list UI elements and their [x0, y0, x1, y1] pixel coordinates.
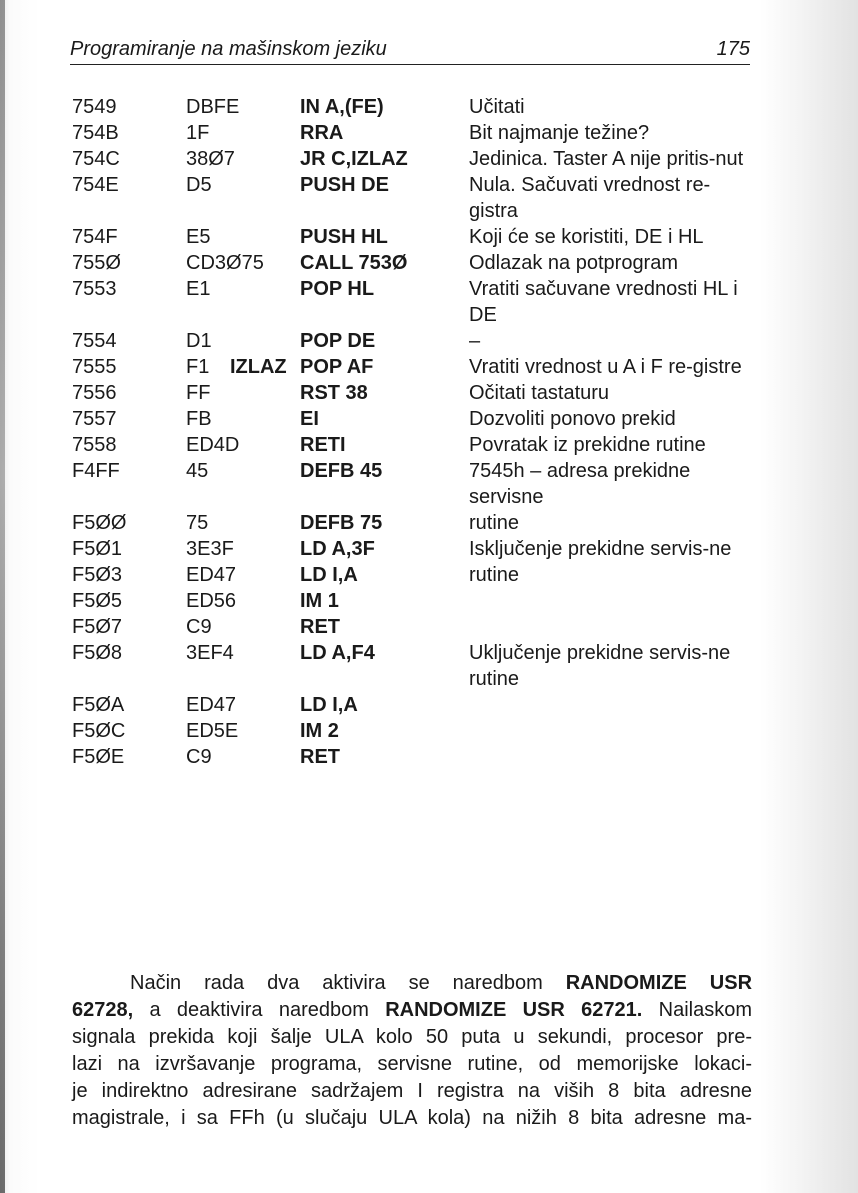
instruction: RET	[300, 746, 340, 768]
page-header	[70, 38, 750, 65]
address: 7557	[72, 408, 117, 430]
address: F5ØE	[72, 746, 125, 768]
instruction: RETI	[300, 434, 346, 456]
address: F5ØC	[72, 720, 126, 742]
comment: Povratak iz prekidne rutine	[469, 434, 706, 456]
comment: rutine	[469, 512, 520, 534]
listing-row-8	[72, 328, 762, 354]
comment: Nula. Sačuvati vrednost re-gistra	[469, 174, 711, 222]
address: 754B	[72, 122, 119, 144]
comment: Bit najmanje težine?	[469, 122, 650, 144]
instruction: RRA	[300, 122, 344, 144]
comment: Vratiti vrednost u A i F re-gistre	[469, 356, 742, 378]
comment: Očitati tastaturu	[469, 382, 610, 404]
address: F4FF	[72, 460, 120, 482]
instruction: RET	[300, 616, 340, 638]
comment	[469, 692, 759, 718]
instruction: EI	[300, 408, 319, 430]
listing-row-7	[72, 276, 762, 328]
address: F5Ø3	[72, 564, 123, 586]
instruction: POP AF	[300, 356, 374, 378]
listing-row-2	[72, 120, 762, 146]
comment	[469, 718, 759, 744]
hex-code: FF	[186, 382, 211, 404]
body-paragraph	[72, 970, 752, 1132]
hex-code: E1	[186, 278, 211, 300]
instruction: RST 38	[300, 382, 368, 404]
comment	[469, 744, 759, 770]
hex-code: 45	[186, 460, 209, 482]
address: 7549	[72, 96, 117, 118]
listing-row-21	[72, 718, 762, 744]
comment	[469, 614, 759, 640]
address: 754C	[72, 148, 120, 170]
listing-row-9	[72, 354, 762, 380]
address: 7556	[72, 382, 117, 404]
listing-row-17	[72, 588, 762, 614]
running-title: Programiranje na mašinskom jeziku	[70, 38, 387, 60]
instruction: LD A,3F	[300, 538, 375, 560]
hex-code: 1F	[186, 122, 210, 144]
hex-code: FB	[186, 408, 212, 430]
instruction: JR C,IZLAZ	[300, 148, 408, 170]
paragraph-line-5: je indirektno adresirane sadržajem I registra na viših 8 bita adresne	[72, 1080, 752, 1102]
address: F5Ø1	[72, 538, 123, 560]
listing-row-16	[72, 562, 762, 588]
comment: Isključenje prekidne servis-ne	[469, 538, 732, 560]
comment: Jedinica. Taster A nije pritis-nut	[469, 148, 744, 170]
book-spine-shadow	[0, 0, 5, 1193]
comment: Uključenje prekidne servis-ne rutine	[469, 642, 731, 690]
hex-code: E5	[186, 226, 211, 248]
comment: Odlazak na potprogram	[469, 252, 679, 274]
address: F5Ø8	[72, 642, 123, 664]
paragraph-line-6: magistrale, i sa FFh (u slučaju ULA kola) na nižih 8 bita adresne ma-	[72, 1107, 752, 1129]
instruction: IN A,(FE)	[300, 96, 384, 118]
instruction: LD I,A	[300, 694, 358, 716]
label: IZLAZ	[230, 356, 287, 378]
listing-row-5	[72, 224, 762, 250]
paragraph-line-2: 62728, a deaktivira naredbom RANDOMIZE USR 62721. Nailaskom	[72, 999, 752, 1021]
comment: Dozvoliti ponovo prekid	[469, 408, 676, 430]
listing-row-20	[72, 692, 762, 718]
listing-row-14	[72, 510, 762, 536]
hex-code: C9	[186, 616, 212, 638]
paragraph-line-3: signala prekida koji šalje ULA kolo 50 puta u sekundi, procesor pre-	[72, 1026, 752, 1048]
address: 755Ø	[72, 252, 121, 274]
hex-code: CD3Ø75	[186, 252, 264, 274]
comment: –	[469, 330, 481, 352]
address: 7554	[72, 330, 117, 352]
comment	[469, 588, 759, 614]
hex-code: D5	[186, 174, 212, 196]
address: 754F	[72, 226, 118, 248]
listing-row-1	[72, 94, 762, 120]
assembly-listing	[72, 94, 762, 770]
paragraph-line-4: lazi na izvršavanje programa, servisne rutine, od memorijske lokaci-	[72, 1053, 752, 1075]
address: F5ØØ	[72, 512, 127, 534]
instruction: PUSH HL	[300, 226, 388, 248]
address: F5ØA	[72, 694, 125, 716]
paragraph-line-1: Način rada dva aktivira se naredbom RANDOMIZE USR	[130, 972, 753, 994]
comment: Vratiti sačuvane vrednosti HL i DE	[469, 278, 738, 326]
comment: Koji će se koristiti, DE i HL	[469, 226, 704, 248]
hex-code: DBFE	[186, 96, 240, 118]
listing-row-18	[72, 614, 762, 640]
listing-row-13	[72, 458, 762, 510]
listing-row-22	[72, 744, 762, 770]
hex-code: ED5E	[186, 720, 239, 742]
hex-code: 3EF4	[186, 642, 234, 664]
instruction: IM 1	[300, 590, 339, 612]
address: 754E	[72, 174, 119, 196]
instruction: IM 2	[300, 720, 339, 742]
listing-row-11	[72, 406, 762, 432]
instruction: DEFB 45	[300, 460, 383, 482]
instruction: PUSH DE	[300, 174, 389, 196]
comment: rutine	[469, 564, 520, 586]
hex-code: ED47	[186, 694, 237, 716]
hex-code: ED47	[186, 564, 237, 586]
instruction: POP DE	[300, 330, 376, 352]
address: 7553	[72, 278, 117, 300]
address: 7558	[72, 434, 117, 456]
address: F5Ø5	[72, 590, 123, 612]
address: 7555	[72, 356, 117, 378]
hex-code: F1	[186, 356, 210, 378]
hex-code: ED56	[186, 590, 237, 612]
listing-row-12	[72, 432, 762, 458]
instruction: LD I,A	[300, 564, 358, 586]
instruction: CALL 753Ø	[300, 252, 408, 274]
listing-row-4	[72, 172, 762, 224]
hex-code: D1	[186, 330, 212, 352]
listing-row-15	[72, 536, 762, 562]
hex-code: C9	[186, 746, 212, 768]
listing-row-3	[72, 146, 762, 172]
page-number: 175	[716, 38, 750, 60]
instruction: DEFB 75	[300, 512, 383, 534]
hex-code: 75	[186, 512, 209, 534]
instruction: POP HL	[300, 278, 375, 300]
hex-code: 38Ø7	[186, 148, 235, 170]
listing-row-10	[72, 380, 762, 406]
hex-code: 3E3F	[186, 538, 234, 560]
address: F5Ø7	[72, 616, 123, 638]
comment: Učitati	[469, 96, 525, 118]
instruction: LD A,F4	[300, 642, 375, 664]
listing-row-19	[72, 640, 762, 692]
hex-code: ED4D	[186, 434, 240, 456]
listing-row-6	[72, 250, 762, 276]
comment: 7545h – adresa prekidne servisne	[469, 460, 691, 508]
